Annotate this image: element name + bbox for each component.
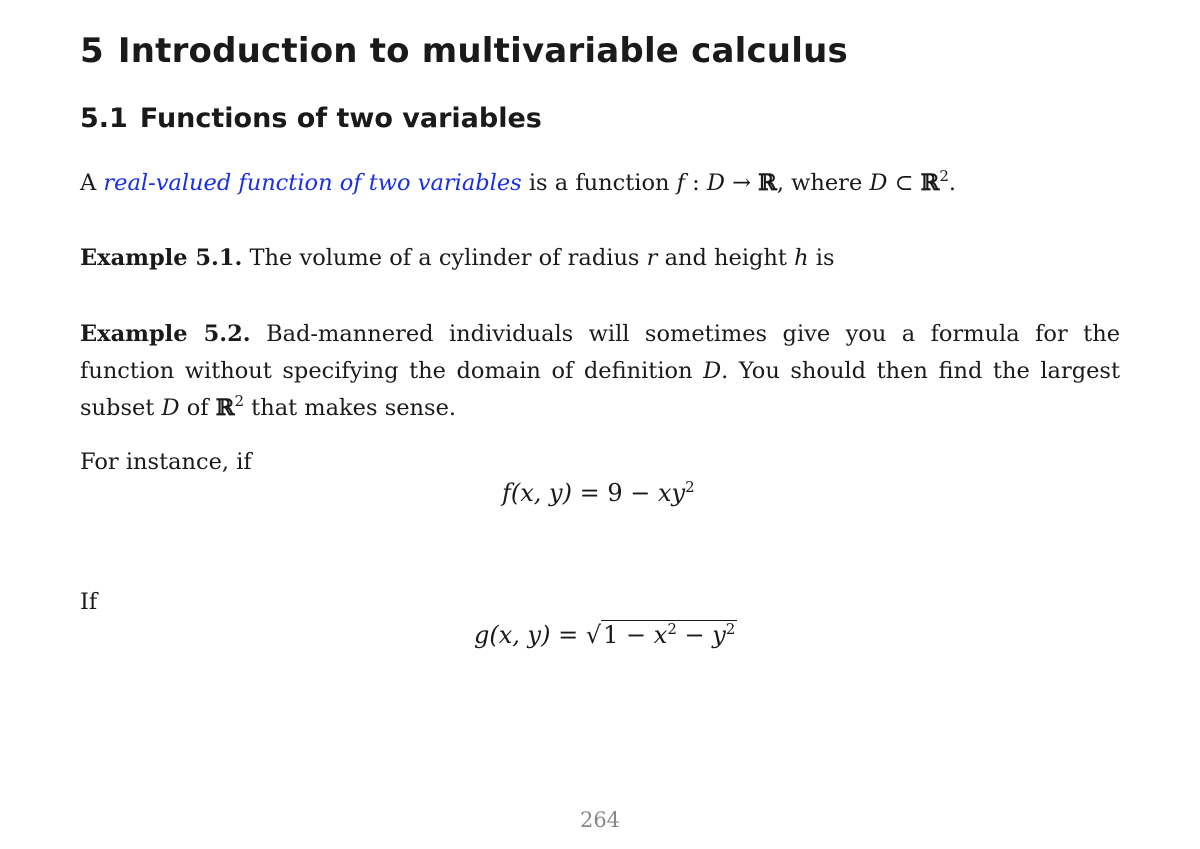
example-2-var-d1: D	[703, 358, 722, 384]
sqrt-y-exponent: 2	[725, 620, 736, 638]
instance-lead: For instance, if	[80, 449, 252, 475]
formula-f	[502, 479, 695, 507]
formula-g-eq: =	[550, 621, 586, 649]
definition-rset: ℝ	[920, 170, 940, 196]
formula-g-lhs: g(x, y)	[474, 621, 551, 649]
sqrt-x-exponent: 2	[667, 620, 677, 638]
example-1-var-h: h	[794, 245, 809, 271]
sqrt-radicand	[601, 620, 737, 649]
section-number: 5	[80, 31, 104, 71]
formula-f-lhs: f(x, y)	[502, 479, 572, 507]
subsection-number: 5.1	[80, 103, 128, 134]
sqrt-mid: −	[676, 621, 713, 649]
definition-term: real-valued function of two variables	[103, 170, 522, 196]
sqrt-x: x	[653, 621, 668, 649]
subsection-title-text: Functions of two variables	[139, 103, 542, 134]
sqrt-sign: √	[585, 621, 602, 649]
page-number: 264	[579, 808, 621, 832]
definition-exponent: 2	[939, 167, 949, 185]
definition-arrow: →	[724, 170, 759, 196]
example-2-line-3: that makes sense.	[251, 395, 457, 421]
definition-domain2: D	[869, 170, 888, 196]
section-title	[80, 31, 848, 71]
example-1	[80, 240, 835, 277]
example-2-line-2b: . You should then find the largest subset	[80, 358, 1121, 421]
formula-f-exponent: 2	[685, 478, 695, 496]
example-2-label: Example 5.2.	[80, 321, 251, 347]
subsection-title	[80, 103, 542, 134]
definition-middle: is a function	[528, 170, 670, 196]
sqrt-y: y	[712, 621, 726, 649]
second-case-lead: If	[80, 589, 98, 615]
example-2-line-2a: without specifying the domain of definition	[184, 358, 693, 384]
definition-domain: D	[706, 170, 725, 196]
definition-prefix: A	[80, 170, 97, 196]
example-2-line-1: Bad-mannered individuals will sometimes give you a formula for the function	[80, 321, 1121, 384]
section-title-text: Introduction to multivariable calculus	[117, 31, 848, 71]
example-2-var-d2: D	[161, 395, 180, 421]
example-1-text-a: The volume of a cylinder of radius	[249, 245, 640, 271]
formula-f-rhs: xy	[657, 479, 686, 507]
definition-where: , where	[776, 170, 870, 196]
definition-paragraph	[80, 165, 956, 202]
definition-codomain: ℝ	[758, 170, 777, 196]
example-1-label: Example 5.1.	[80, 245, 243, 271]
example-2-exponent: 2	[234, 392, 244, 410]
example-1-text-c: is	[815, 245, 835, 271]
example-1-text-b: and height	[664, 245, 787, 271]
example-2-line-2c: of	[186, 395, 209, 421]
formula-g	[474, 620, 737, 649]
formula-f-eq: = 9 −	[571, 479, 658, 507]
example-2-set: ℝ	[215, 395, 235, 421]
definition-end: .	[948, 170, 957, 196]
definition-mapping-sep: :	[685, 170, 707, 196]
example-1-var-r: r	[646, 245, 658, 271]
definition-subset: ⊂	[887, 170, 921, 196]
example-2	[80, 316, 1120, 427]
definition-func-name: f	[676, 170, 685, 196]
sqrt-body-a: 1 −	[603, 621, 654, 649]
